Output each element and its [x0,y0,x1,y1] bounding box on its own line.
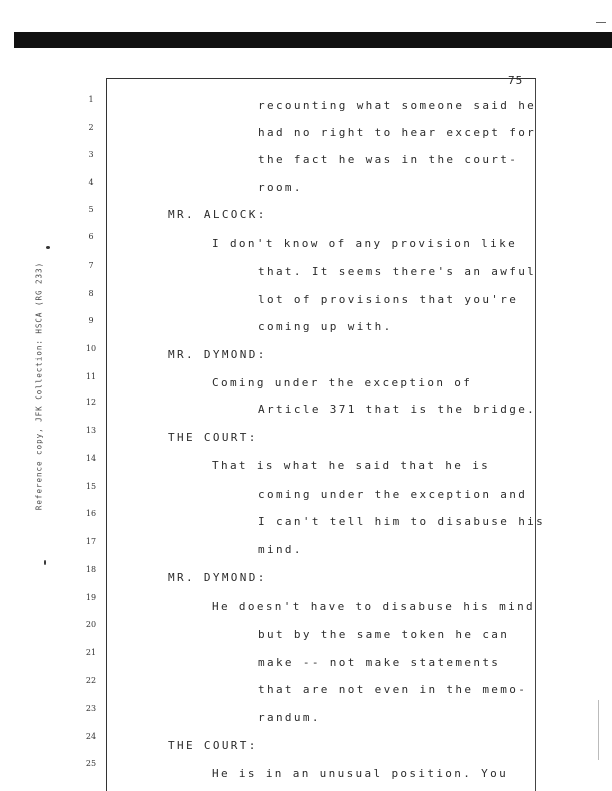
transcript-line: mind. [258,543,303,556]
transcript-line: had no right to hear except for [258,126,537,139]
transcript-line: Article 371 that is the bridge. [258,403,537,416]
transcript-line: recounting what someone said he [258,99,537,112]
page-number: 75 [508,74,524,87]
speaker-label: MR. ALCOCK: [168,208,267,221]
speaker-label: THE COURT: [168,431,258,444]
transcript-line: I can't tell him to disabuse his [258,515,546,528]
line-number: 11 [85,372,97,381]
line-number: 15 [85,482,97,491]
transcript-line: He is in an unusual position. You [212,767,509,780]
scan-speck [46,246,50,249]
speaker-label: MR. DYMOND: [168,571,267,584]
transcript-line: room. [258,181,303,194]
line-number: 5 [88,205,94,214]
transcript-line: That is what he said that he is [212,459,491,472]
transcript-line: lot of provisions that you're [258,293,519,306]
transcript-line: randum. [258,711,321,724]
line-number: 3 [88,150,94,159]
speaker-label: MR. DYMOND: [168,348,267,361]
archive-side-note [30,236,48,536]
line-number: 16 [85,509,97,518]
line-number: 6 [88,232,94,241]
scan-edge-mark [596,22,606,23]
transcript-line: but by the same token he can [258,628,510,641]
transcript-line: coming up with. [258,320,393,333]
line-number: 23 [85,704,97,713]
archive-side-note-text: Reference copy, JFK Collection: HSCA (RG 233) [34,261,44,511]
line-number: 13 [85,426,97,435]
transcript-line: the fact he was in the court- [258,153,519,166]
transcript-line: that. It seems there's an awful [258,265,537,278]
line-number: 7 [88,261,94,270]
transcript-line: that are not even in the memo- [258,683,528,696]
scan-edge-bar [14,32,612,48]
line-number: 1 [88,95,94,104]
transcript-line: He doesn't have to disabuse his mind [212,600,536,613]
speaker-label: THE COURT: [168,739,258,752]
line-number: 24 [85,732,97,741]
transcript-line: Coming under the exception of [212,376,473,389]
line-number: 9 [88,316,94,325]
line-number: 19 [85,593,97,602]
line-number: 18 [85,565,97,574]
line-number: 12 [85,398,97,407]
line-number: 20 [85,620,97,629]
scan-edge-mark [598,700,599,760]
line-number: 21 [85,648,97,657]
line-number: 17 [85,537,97,546]
scan-speck [44,560,46,565]
line-number: 14 [85,454,97,463]
line-number: 2 [88,123,94,132]
line-number: 25 [85,759,97,768]
transcript-line: coming under the exception and [258,488,528,501]
transcript-line: make -- not make statements [258,656,501,669]
line-number: 22 [85,676,97,685]
line-number: 10 [85,344,97,353]
line-number: 4 [88,178,94,187]
line-number: 8 [88,289,94,298]
transcript-line: I don't know of any provision like [212,237,518,250]
